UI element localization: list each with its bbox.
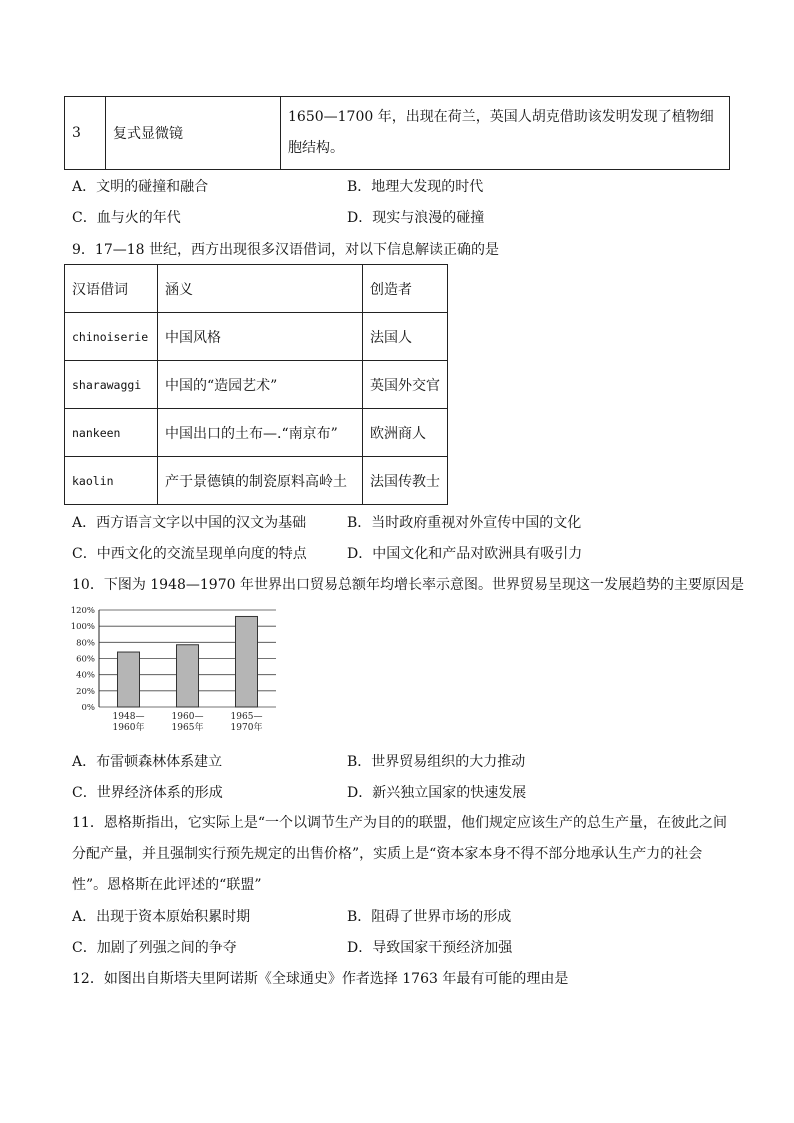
- y-tick-label: 80%: [76, 638, 95, 649]
- q8-option-d[interactable]: D．现实与浪漫的碰撞: [347, 210, 485, 226]
- table-header-row: [65, 265, 448, 313]
- invention-name: 复式显微镜: [106, 97, 281, 170]
- meaning: 中国的“造园艺术”: [158, 361, 363, 409]
- q10-option-a[interactable]: A．布雷顿森林体系建立: [72, 754, 223, 770]
- trade-growth-chart: [66, 604, 282, 738]
- x-tick-label: 1970年: [230, 723, 263, 733]
- loanword: kaolin: [65, 457, 158, 505]
- header-loanword: 汉语借词: [65, 265, 158, 313]
- q11-option-c[interactable]: C．加剧了列强之间的争夺: [72, 940, 237, 956]
- q12-stem: 12．如图出自斯塔夫里阿诺斯《全球通史》作者选择 1763 年最有可能的理由是: [72, 971, 569, 987]
- y-tick-label: 120%: [70, 606, 95, 616]
- q10-stem: 10．下图为 1948—1970 年世界出口贸易总额年均增长率示意图。世界贸易呈现这一发展趋势的主要原因是: [72, 577, 744, 593]
- y-tick-label: 0%: [81, 703, 95, 713]
- table-row: [65, 313, 448, 361]
- q9-option-b[interactable]: B．当时政府重视对外宣传中国的文化: [347, 515, 582, 531]
- creator: 欧洲商人: [363, 409, 448, 457]
- meaning: 产于景德镇的制瓷原料高岭土: [158, 457, 363, 505]
- inventions-table: [64, 96, 730, 170]
- q10-option-d[interactable]: D．新兴独立国家的快速发展: [347, 785, 527, 801]
- header-meaning: 涵义: [158, 265, 363, 313]
- q8-option-a[interactable]: A．文明的碰撞和融合: [72, 179, 209, 195]
- q8-option-b[interactable]: B．地理大发现的时代: [347, 179, 484, 195]
- q9-stem: 9．17—18 世纪，西方出现很多汉语借词，对以下信息解读正确的是: [72, 242, 499, 258]
- meaning: 中国风格: [158, 313, 363, 361]
- invention-desc: 1650—1700 年，出现在荷兰，英国人胡克借助该发明发现了植物细胞结构。: [281, 97, 730, 170]
- loanword: chinoiserie: [65, 313, 158, 361]
- bar: [236, 616, 258, 707]
- y-tick-label: 60%: [76, 654, 95, 665]
- x-tick-label: 1965—: [230, 712, 263, 722]
- q9-option-a[interactable]: A．西方语言文字以中国的汉文为基础: [72, 515, 307, 531]
- q11-option-b[interactable]: B．阻碍了世界市场的形成: [347, 909, 512, 925]
- bar: [118, 652, 140, 707]
- q11-option-a[interactable]: A．出现于资本原始积累时期: [72, 909, 251, 925]
- q8-option-c[interactable]: C．血与火的年代: [72, 210, 181, 226]
- creator: 法国传教士: [363, 457, 448, 505]
- loanwords-table: [64, 264, 448, 505]
- q10-option-b[interactable]: B．世界贸易组织的大力推动: [347, 754, 526, 770]
- table-row: [65, 361, 448, 409]
- q11-option-d[interactable]: D．导致国家干预经济加强: [347, 940, 513, 956]
- bar: [177, 645, 199, 707]
- creator: 英国外交官: [363, 361, 448, 409]
- row-number: 3: [65, 97, 106, 170]
- meaning: 中国出口的土布—.“南京布”: [158, 409, 363, 457]
- creator: 法国人: [363, 313, 448, 361]
- q11-stem: 11．恩格斯指出，它实际上是“一个以调节生产为目的的联盟，他们规定应该生产的总生产量，在彼此之间分配产量，并且强制实行预先规定的出售价格”，实质上是“资本家本身不得不部分地承认生产力的社会性”。恩格斯在此评述的“联盟”: [72, 815, 727, 893]
- y-tick-label: 40%: [76, 670, 95, 681]
- header-creator: 创造者: [363, 265, 448, 313]
- table-row: [65, 457, 448, 505]
- x-tick-label: 1960年: [112, 723, 145, 733]
- loanword: sharawaggi: [65, 361, 158, 409]
- y-tick-label: 100%: [70, 622, 95, 633]
- q9-option-d[interactable]: D．中国文化和产品对欧洲具有吸引力: [347, 546, 583, 562]
- x-tick-label: 1965年: [171, 723, 204, 733]
- x-tick-label: 1960—: [171, 712, 204, 722]
- y-tick-label: 20%: [76, 686, 95, 697]
- q10-option-c[interactable]: C．世界经济体系的形成: [72, 785, 223, 801]
- x-tick-label: 1948—: [112, 712, 145, 722]
- table-row: [65, 97, 730, 170]
- q9-option-c[interactable]: C．中西文化的交流呈现单向度的特点: [72, 546, 307, 562]
- table-row: [65, 409, 448, 457]
- loanword: nankeen: [65, 409, 158, 457]
